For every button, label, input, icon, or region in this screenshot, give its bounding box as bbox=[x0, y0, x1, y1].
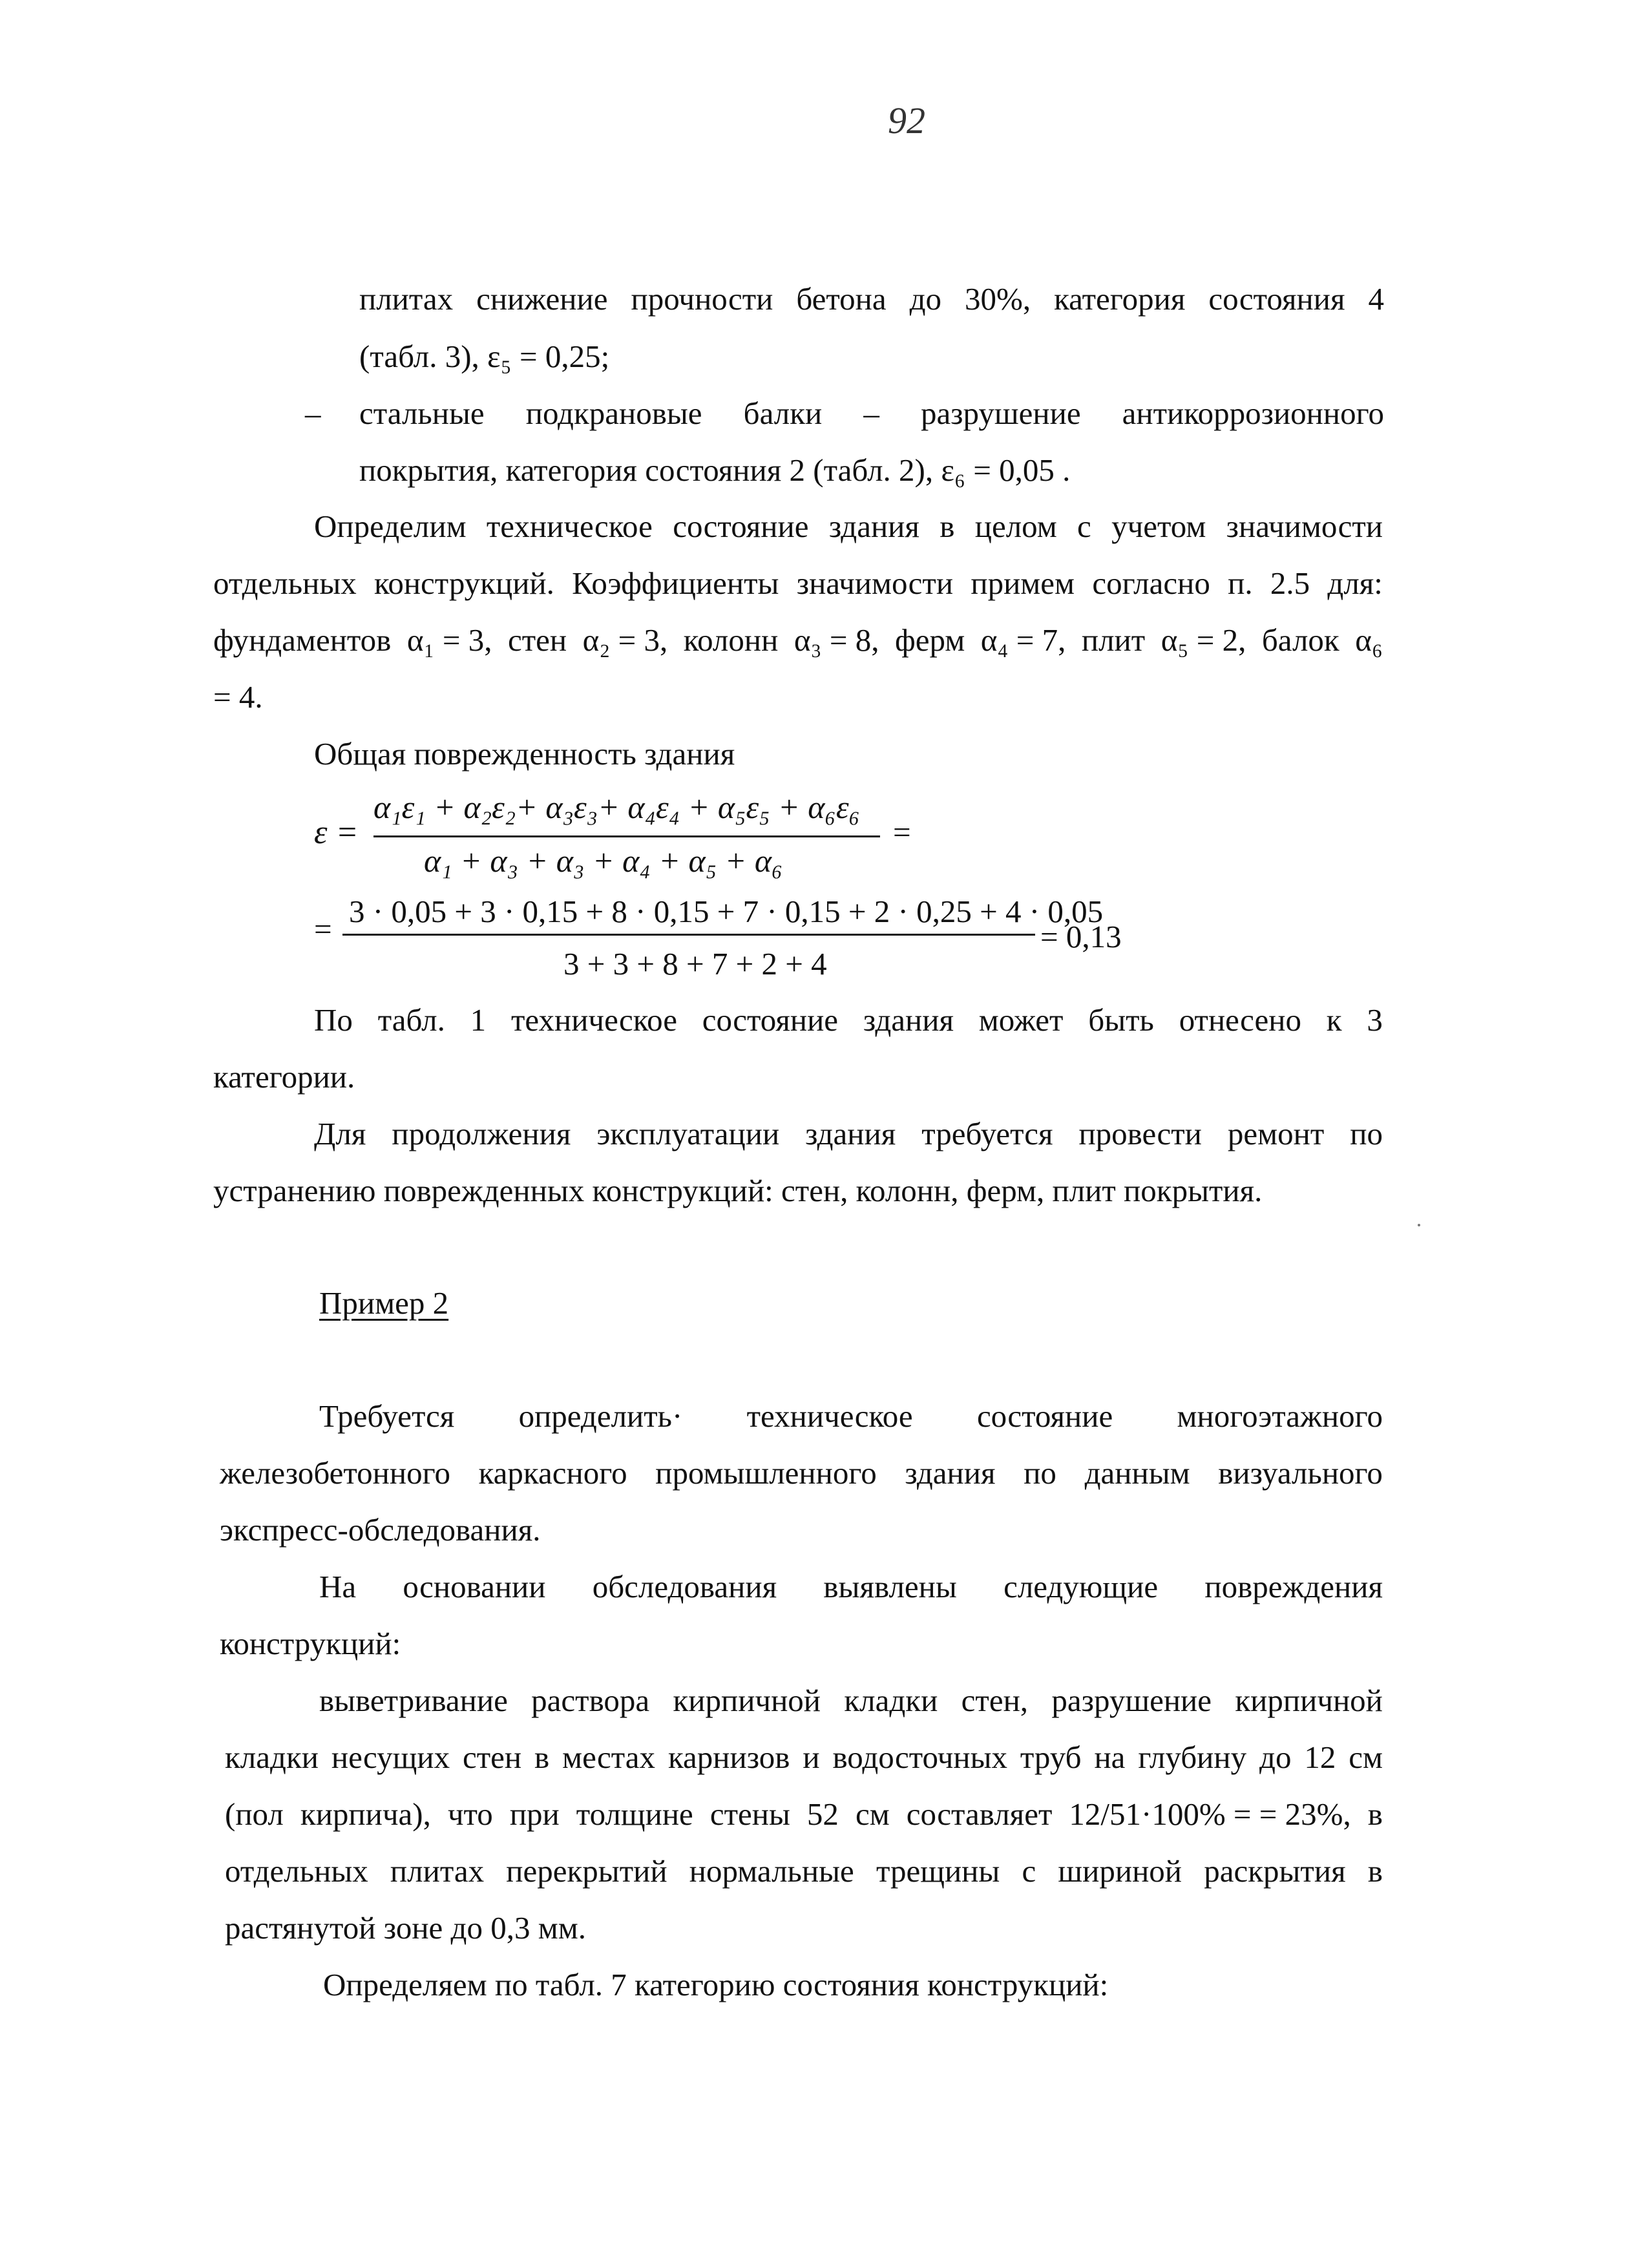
word: колонн bbox=[683, 622, 779, 658]
word: отдельных bbox=[225, 1853, 368, 1889]
word: следующие bbox=[1003, 1569, 1159, 1604]
word: выветривание bbox=[319, 1683, 508, 1718]
word: железобетонного bbox=[220, 1455, 450, 1491]
word: балки bbox=[743, 395, 823, 431]
word: несущих bbox=[331, 1739, 450, 1775]
word: отдельных bbox=[213, 565, 357, 601]
scan-speck bbox=[1418, 1224, 1420, 1226]
word: повреждения bbox=[1204, 1569, 1383, 1604]
basis-line-2: конструкций: bbox=[220, 1626, 401, 1661]
word: По bbox=[314, 1002, 353, 1038]
word: здания bbox=[828, 509, 919, 544]
task-line-3: экспресс-обследования. bbox=[220, 1512, 541, 1548]
word: карнизов bbox=[667, 1739, 790, 1775]
word: значимости bbox=[1226, 509, 1383, 544]
repair-line-1 bbox=[314, 1118, 1383, 1150]
word: по bbox=[1024, 1455, 1056, 1491]
word: техническое bbox=[746, 1398, 913, 1434]
word: определить· bbox=[518, 1398, 683, 1434]
table1-line-1 bbox=[314, 1004, 1383, 1036]
numeric-numerator: 3 · 0,05 + 3 · 0,15 + 8 · 0,15 + 7 · 0,15 + 2 · 0,25 + 4 · 0,05 bbox=[349, 894, 1104, 929]
top-paragraph-line-1 bbox=[359, 283, 1384, 315]
formula-trailing-equals: = bbox=[893, 814, 911, 850]
significance-line-4: = 4. bbox=[213, 679, 263, 715]
word: примем bbox=[971, 565, 1075, 601]
task-line-2 bbox=[220, 1457, 1383, 1489]
word: кирпичной bbox=[673, 1683, 821, 1718]
word: может bbox=[978, 1002, 1064, 1038]
bullet-line-1 bbox=[359, 397, 1384, 429]
word: до bbox=[1259, 1739, 1292, 1775]
damage-line-1 bbox=[319, 1685, 1383, 1716]
word: при bbox=[509, 1796, 560, 1832]
word: в bbox=[1367, 1796, 1383, 1832]
word: состояние bbox=[976, 1398, 1113, 1434]
significance-line-2 bbox=[213, 567, 1383, 599]
word: На bbox=[319, 1569, 357, 1604]
word: антикоррозионного bbox=[1122, 395, 1384, 431]
word: раствора bbox=[531, 1683, 650, 1718]
top-paragraph-line-2: (табл. 3), ε₅ = 0,25; bbox=[359, 339, 610, 374]
damage-line-5: растянутой зоне до 0,3 мм. bbox=[225, 1910, 587, 1946]
word: фундаментов bbox=[213, 622, 392, 658]
word: обследования bbox=[592, 1569, 777, 1604]
word: 1 bbox=[470, 1002, 487, 1038]
repair-line-2: устранению поврежденных конструкций: стен, колонн, ферм, плит покрытия. bbox=[213, 1173, 1263, 1208]
word: к bbox=[1326, 1002, 1342, 1038]
word: см bbox=[1349, 1739, 1383, 1775]
word: стальные bbox=[359, 395, 485, 431]
word: Требуется bbox=[319, 1398, 455, 1434]
word: снижение bbox=[476, 281, 608, 317]
word: данным bbox=[1084, 1455, 1190, 1491]
word: α₃ = 8, bbox=[793, 622, 879, 658]
word: Коэффициенты bbox=[572, 565, 779, 601]
task-line-1 bbox=[319, 1400, 1383, 1432]
word: многоэтажного bbox=[1177, 1398, 1383, 1434]
word: α₅ = 2, bbox=[1161, 622, 1246, 658]
word: п. bbox=[1228, 565, 1253, 601]
significance-line-1 bbox=[314, 510, 1383, 542]
word: табл. bbox=[377, 1002, 445, 1038]
word: техническое bbox=[510, 1002, 677, 1038]
word: водосточных bbox=[832, 1739, 1008, 1775]
word: 4 bbox=[1368, 281, 1384, 317]
word: нормальные bbox=[689, 1853, 854, 1889]
word: кладки bbox=[225, 1739, 319, 1775]
word: (пол bbox=[225, 1796, 284, 1832]
word: толщине bbox=[576, 1796, 693, 1832]
basis-line-1 bbox=[319, 1571, 1383, 1602]
formula-lhs: ε = bbox=[314, 814, 359, 851]
bullet-line-2: покрытия, категория состояния 2 (табл. 2), ε₆ = 0,05 . bbox=[359, 452, 1071, 488]
word: составляет bbox=[906, 1796, 1053, 1832]
word: Для bbox=[314, 1116, 366, 1151]
word: 3 bbox=[1367, 1002, 1383, 1038]
word: в bbox=[1367, 1853, 1383, 1889]
word: выявлены bbox=[823, 1569, 957, 1604]
word: разрушение bbox=[1051, 1683, 1212, 1718]
word: кирпичной bbox=[1235, 1683, 1383, 1718]
word: в bbox=[940, 509, 955, 544]
word: конструкций. bbox=[374, 565, 554, 601]
word: 30%, bbox=[965, 281, 1031, 317]
word: ферм bbox=[894, 622, 965, 658]
word: 52 bbox=[806, 1796, 839, 1832]
word: местах bbox=[562, 1739, 656, 1775]
word: здания bbox=[805, 1116, 896, 1151]
word: основании bbox=[403, 1569, 546, 1604]
numeric-denominator: 3 + 3 + 8 + 7 + 2 + 4 bbox=[563, 946, 827, 982]
word: отнесено bbox=[1179, 1002, 1301, 1038]
word: стены bbox=[709, 1796, 790, 1832]
word: α₂ = 3, bbox=[582, 622, 668, 658]
significance-line-3 bbox=[213, 624, 1383, 656]
word: 2.5 bbox=[1270, 565, 1310, 601]
general-damage-label: Общая поврежденность здания bbox=[314, 736, 735, 772]
page-number: 92 bbox=[888, 100, 925, 142]
word: требуется bbox=[921, 1116, 1053, 1151]
word: бетона bbox=[796, 281, 887, 317]
word: α₄ = 7, bbox=[980, 622, 1066, 658]
word: для: bbox=[1327, 565, 1383, 601]
word: подкрановые bbox=[525, 395, 702, 431]
word: стен bbox=[463, 1739, 522, 1775]
word: см bbox=[855, 1796, 890, 1832]
word: состояния bbox=[1208, 281, 1345, 317]
word: и bbox=[803, 1739, 820, 1775]
word: кладки bbox=[844, 1683, 938, 1718]
word: разрушение bbox=[920, 395, 1081, 431]
word: по bbox=[1350, 1116, 1383, 1151]
word: промышленного bbox=[655, 1455, 877, 1491]
word: шириной bbox=[1058, 1853, 1182, 1889]
numeric-leading-equals: = bbox=[314, 911, 332, 947]
word: глубину bbox=[1138, 1739, 1247, 1775]
word: α₁ = 3, bbox=[406, 622, 492, 658]
word: раскрытия bbox=[1204, 1853, 1346, 1889]
word: целом bbox=[974, 509, 1057, 544]
word: визуального bbox=[1218, 1455, 1383, 1491]
numeric-result: = 0,13 bbox=[1040, 919, 1122, 954]
word: труб bbox=[1020, 1739, 1082, 1775]
damage-line-3 bbox=[225, 1798, 1383, 1830]
word: эксплуатации bbox=[596, 1116, 780, 1151]
word: плит bbox=[1081, 622, 1146, 658]
word: согласно bbox=[1092, 565, 1210, 601]
word: 12 bbox=[1304, 1739, 1336, 1775]
word: в bbox=[534, 1739, 550, 1775]
table1-line-2: категории. bbox=[213, 1059, 355, 1095]
word: Определим bbox=[314, 509, 467, 544]
word: техническое bbox=[486, 509, 653, 544]
word: стен bbox=[507, 622, 567, 658]
word: провести bbox=[1078, 1116, 1202, 1151]
word: состояние bbox=[673, 509, 809, 544]
word: плитах bbox=[390, 1853, 485, 1889]
word: плитах bbox=[359, 281, 454, 317]
word: 12/51·100% = = 23%, bbox=[1069, 1796, 1351, 1832]
word: кирпича), bbox=[300, 1796, 431, 1832]
damage-line-2 bbox=[225, 1741, 1383, 1773]
formula-denominator: α₁ + α₃ + α₃ + α₄ + α₅ + α₆ bbox=[424, 843, 783, 879]
word: перекрытий bbox=[506, 1853, 667, 1889]
bullet-dash: – bbox=[305, 395, 321, 431]
word: значимости bbox=[796, 565, 954, 601]
word: на bbox=[1094, 1739, 1126, 1775]
word: здания bbox=[905, 1455, 996, 1491]
word: ремонт bbox=[1227, 1116, 1325, 1151]
formula-numerator: α₁ε₁ + α₂ε₂+ α₃ε₃+ α₄ε₄ + α₅ε₅ + α₆ε₆ bbox=[373, 789, 860, 825]
word: балок bbox=[1261, 622, 1339, 658]
damage-line-4 bbox=[225, 1855, 1383, 1887]
word: состояние bbox=[702, 1002, 839, 1038]
word: – bbox=[863, 395, 879, 431]
numeric-fraction-bar bbox=[342, 934, 1035, 936]
word: учетом bbox=[1111, 509, 1206, 544]
word: категория bbox=[1054, 281, 1186, 317]
word: до bbox=[909, 281, 942, 317]
word: что bbox=[447, 1796, 493, 1832]
word: продолжения bbox=[392, 1116, 571, 1151]
word: α₆ bbox=[1355, 622, 1383, 658]
word: здания bbox=[863, 1002, 954, 1038]
word: с bbox=[1077, 509, 1091, 544]
word: каркасного bbox=[478, 1455, 627, 1491]
formula-fraction-bar bbox=[373, 835, 880, 837]
word: прочности bbox=[631, 281, 773, 317]
example-heading: Пример 2 bbox=[319, 1285, 449, 1321]
word: трещины bbox=[876, 1853, 1000, 1889]
final-line: Определяем по табл. 7 категорию состояния конструкций: bbox=[323, 1967, 1109, 2002]
word: стен, bbox=[961, 1683, 1029, 1718]
word: быть bbox=[1088, 1002, 1154, 1038]
word: с bbox=[1022, 1853, 1036, 1889]
